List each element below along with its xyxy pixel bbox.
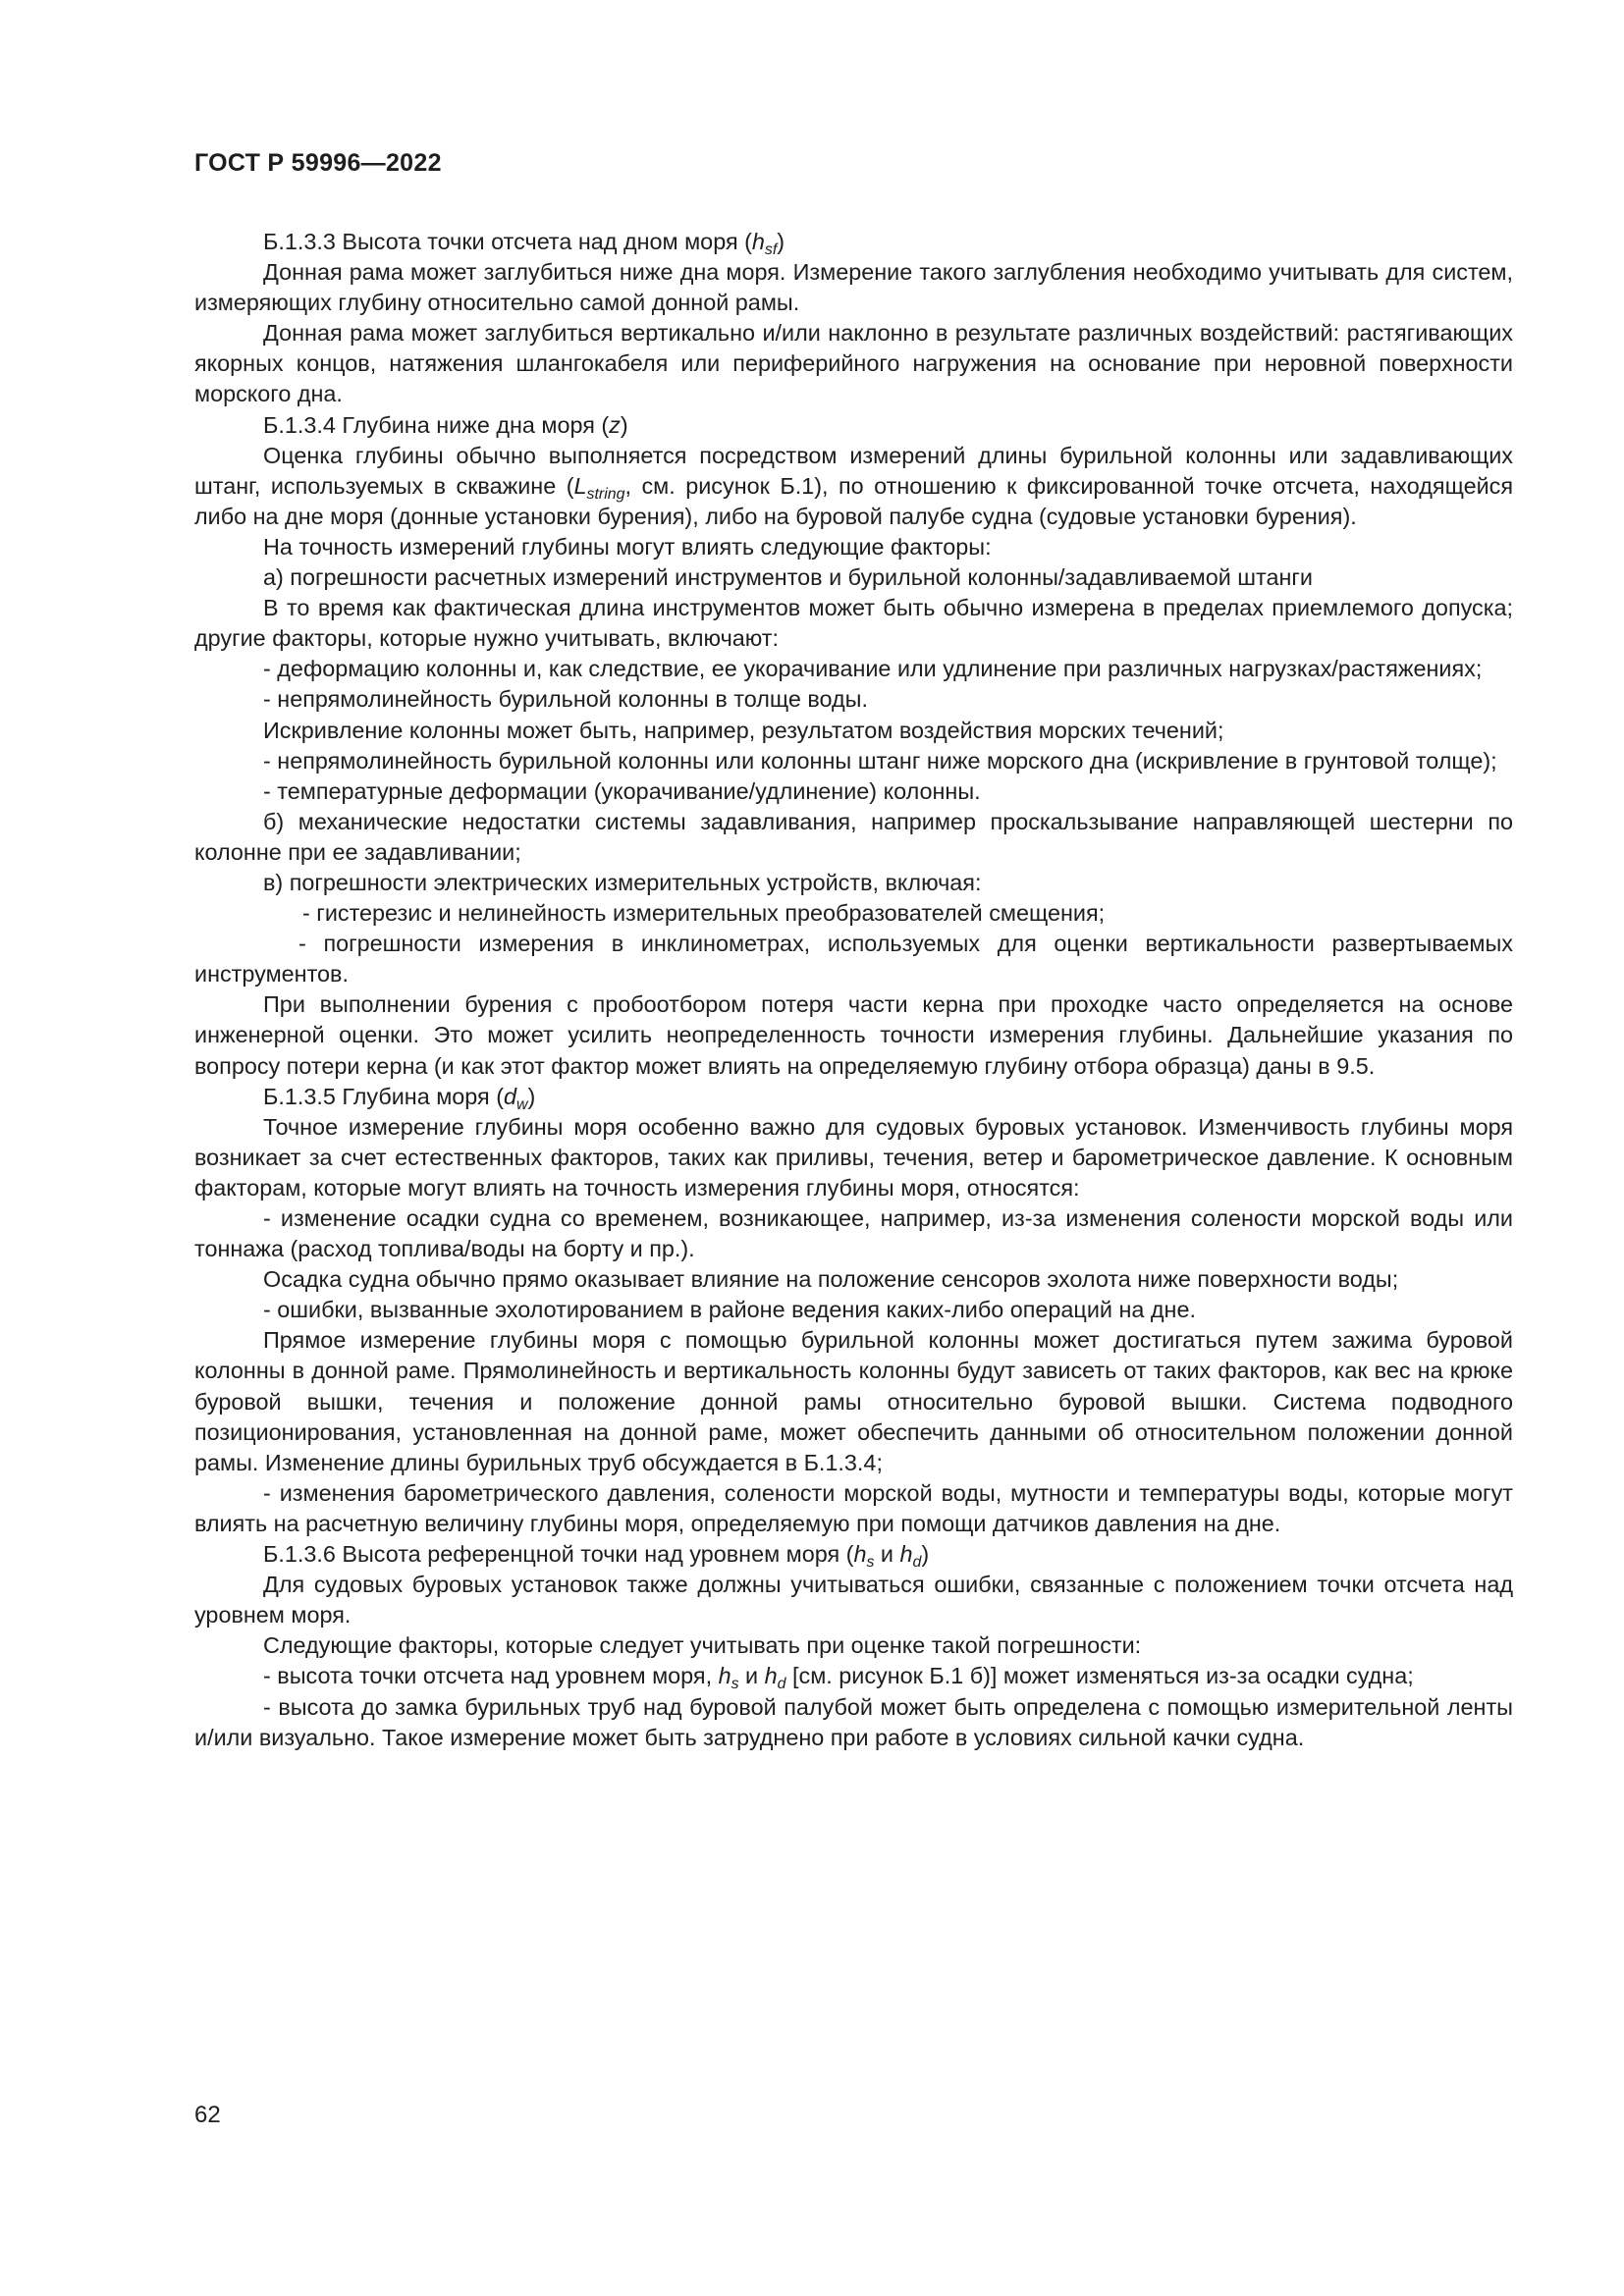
paragraph: Прямое измерение глубины моря с помощью бурильной колонны может достигаться путем зажима буровой колонны в донной раме. Прямолинейность и вертикальность колонны будут зависеть от таких факторов, как вес на крюке буровой вышки, течения и положение донной рамы относительно буровой вышки. Система подводного позиционирования, установленная на донной раме, может обеспечить данными об относительном положении донной рамы. Изменение длины бурильных труб обсуждается в Б.1.3.4; xyxy=(194,1327,1513,1475)
section-heading-b135: Б.1.3.5 Глубина моря $(d_w)$ xyxy=(263,1083,536,1113)
paragraph: На точность измерений глубины могут влиять следующие факторы: xyxy=(263,533,992,560)
paragraph: Осадка судна обычно прямо оказывает влияние на положение сенсоров эхолота ниже поверхности воды; xyxy=(263,1266,1399,1293)
list-item: в) погрешности электрических измерительных устройств, включая: xyxy=(263,869,982,895)
paragraph: Донная рама может заглубиться вертикально и/или наклонно в результате различных воздействий: растягивающих якорных концов, натяжения шлангокабеля или периферийного нагружения на основание при неровной поверхности морского дна. xyxy=(194,320,1513,407)
list-item: - высота до замка бурильных труб над буровой палубой может быть определена с помощью измерительной ленты и/или визуально. Такое измерение может быть затруднено при работе в условиях сильной качки судна. xyxy=(194,1693,1513,1750)
list-item: - непрямолинейность бурильной колонны в толще воды. xyxy=(263,686,868,713)
paragraph: Искривление колонны может быть, например, результатом воздействия морских течений; xyxy=(263,717,1224,743)
list-item: - изменение осадки судна со временем, возникающее, например, из-за изменения солености морской воды или тоннажа (расход топлива/воды на борту и пр.). xyxy=(194,1205,1513,1262)
list-item: - изменения барометрического давления, солености морской воды, мутности и температуры воды, которые могут влиять на расчетную величину глубины моря, определяемую при помощи датчиков давления на дне. xyxy=(194,1479,1513,1536)
paragraph: Донная рама может заглубиться ниже дна моря. Измерение такого заглубления необходимо учитывать для систем, измеряющих глубину относительно самой донной рамы. xyxy=(194,259,1513,316)
document-header: ГОСТ Р 59996—2022 xyxy=(194,149,442,177)
paragraph: В то время как фактическая длина инструментов может быть обычно измерена в пределах приемлемого допуска; другие факторы, которые нужно учитывать, включают: xyxy=(194,595,1513,652)
list-item: б) механические недостатки системы задавливания, например проскальзывание направляющей шестерни по колонне при ее задавливании; xyxy=(194,808,1513,865)
paragraph: Следующие факторы, которые следует учитывать при оценке такой погрешности: xyxy=(263,1632,1142,1659)
paragraph: Точное измерение глубины моря особенно важно для судовых буровых установок. Изменчивость глубины моря возникает за счет естественных факторов, таких как приливы, течения, ветер и барометрическое давление. К основным факторам, которые могут влиять на точность измерения глубины моря, относятся: xyxy=(194,1113,1513,1201)
list-item: - ошибки, вызванные эхолотированием в районе ведения каких-либо операций на дне. xyxy=(263,1297,1196,1323)
list-item: - высота точки отсчета над уровнем моря, $h_s$ и $h_d$ [см. рисунок Б.1 б)] может изменяться из-за осадки судна; xyxy=(263,1663,1414,1693)
section-heading-b134: Б.1.3.4 Глубина ниже дна моря (z) xyxy=(263,411,628,438)
document-body xyxy=(194,227,1513,1753)
page-number: 62 xyxy=(194,2102,221,2128)
section-heading-b133: Б.1.3.3 Высота точки отсчета над дном моря $(h_{sf})$ xyxy=(263,229,785,258)
paragraph: Оценка глубины обычно выполняется посредством измерений длины бурильной колонны или задавливающих штанг, используемых в скважине ($L_{string}$, см. рисунок Б.1), по отношению к фиксированной точке отсчета, находящейся либо на дне моря (донные установки бурения), либо на буровой палубе судна (судовые установки бурения). xyxy=(194,442,1514,529)
list-item: - деформацию колонны и, как следствие, ее укорачивание или удлинение при различных нагрузках/растяжениях; xyxy=(263,656,1483,682)
list-item: - гистерезис и нелинейность измерительных преобразователей смещения; xyxy=(302,900,1106,927)
list-item: - непрямолинейность бурильной колонны или колонны штанг ниже морского дна (искривление в грунтовой толще); xyxy=(263,747,1497,774)
list-item: - температурные деформации (укорачивание/удлинение) колонны. xyxy=(263,777,981,804)
list-item: - погрешности измерения в инклинометрах, используемых для оценки вертикальности развертываемых инструментов. xyxy=(194,931,1513,988)
section-heading-b136: Б.1.3.6 Высота референцной точки над уровнем моря ($h_s$ и $h_d$) xyxy=(263,1541,930,1571)
paragraph: Для судовых буровых установок также должны учитываться ошибки, связанные с положением точки отсчета над уровнем моря. xyxy=(194,1572,1513,1629)
list-item: а) погрешности расчетных измерений инструментов и бурильной колонны/задавливаемой штанги xyxy=(263,564,1314,591)
paragraph: При выполнении бурения с пробоотбором потеря части керна при проходке часто определяется на основе инженерной оценки. Это может усилить неопределенность точности измерения глубины. Дальнейшие указания по вопросу потери керна (и как этот фактор может влиять на определяемую глубину отбора образца) даны в 9.5. xyxy=(194,991,1513,1079)
